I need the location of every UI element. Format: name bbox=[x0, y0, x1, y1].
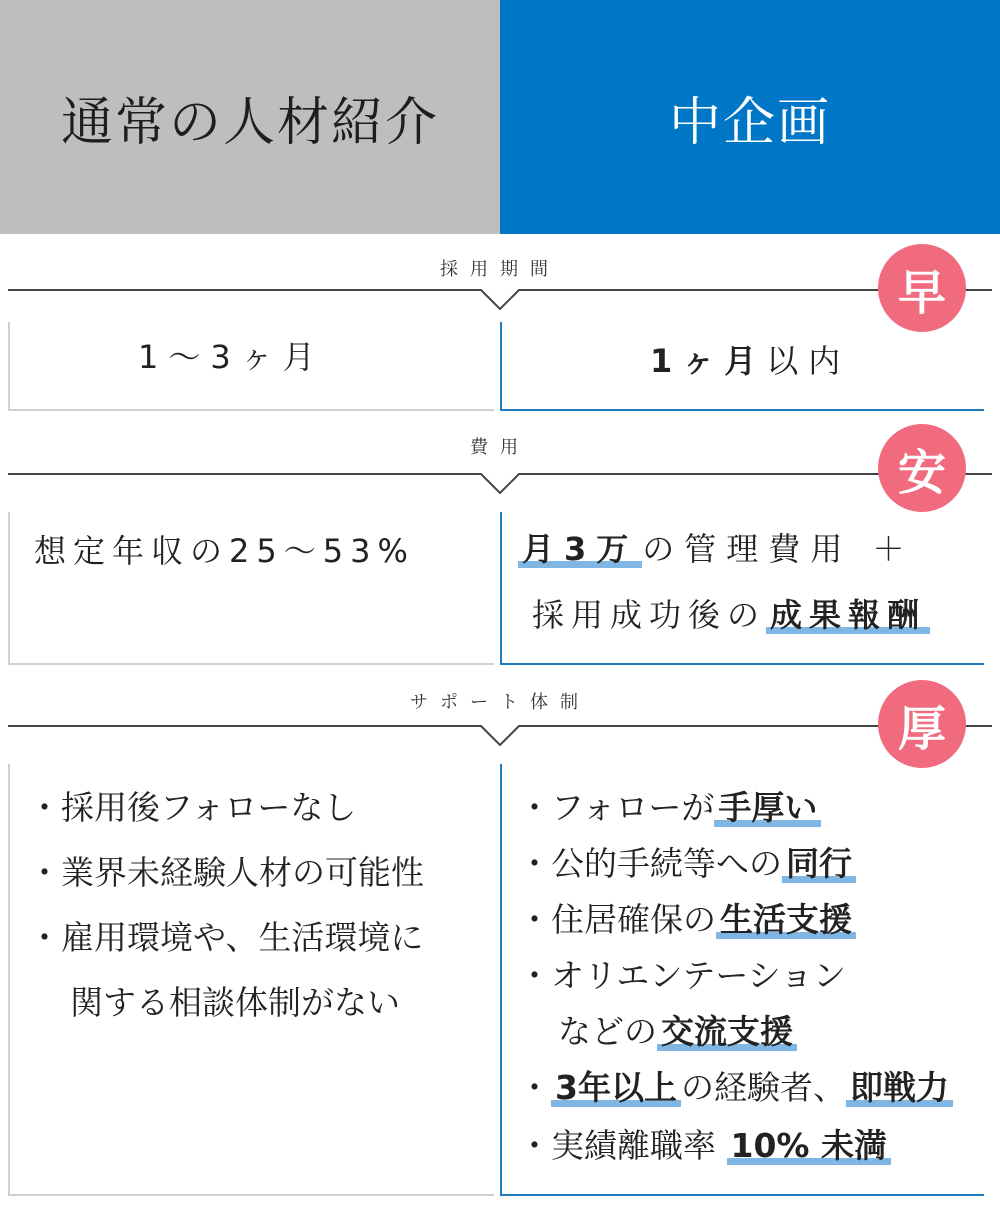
section-divider-period bbox=[8, 280, 992, 310]
support-item-text: ・実績離職率 bbox=[518, 1126, 727, 1165]
support-item-text: の経験者、 bbox=[680, 1068, 846, 1107]
badge-thick: 厚 bbox=[878, 680, 966, 768]
cost-right-line-1 bbox=[518, 524, 914, 570]
cost-left-value: 想定年収の25～53% bbox=[34, 532, 415, 570]
header-right bbox=[500, 0, 1000, 234]
support-left-item: ・業界未経験人材の可能性 bbox=[28, 853, 424, 892]
support-item-text: ・住居確保の bbox=[518, 900, 716, 939]
cost-right-line-2 bbox=[532, 590, 930, 636]
support-item-highlight: 同行 bbox=[782, 844, 856, 883]
support-item-highlight: 10% 未満 bbox=[727, 1126, 891, 1165]
section-label-cost: 費用 bbox=[470, 437, 530, 458]
support-item-highlight: 交流支援 bbox=[657, 1012, 797, 1051]
support-right-item bbox=[518, 838, 856, 885]
support-item-highlight: 生活支援 bbox=[716, 900, 856, 939]
badge-cheap: 安 bbox=[878, 424, 966, 512]
support-right-item bbox=[518, 1120, 891, 1167]
support-right-item bbox=[518, 1062, 953, 1109]
badge-fast: 早 bbox=[878, 244, 966, 332]
support-item-text: ・ bbox=[518, 1068, 551, 1107]
support-item-text: ・公的手続等への bbox=[518, 844, 782, 883]
cost-monthly-fee: 月3万 bbox=[518, 530, 642, 568]
cost-right-line-2-pre: 採用成功後の bbox=[532, 596, 767, 634]
support-item-highlight: 即戦力 bbox=[846, 1068, 953, 1107]
period-right-bold: 1ヶ月 bbox=[650, 342, 767, 380]
period-right-rest: 以内 bbox=[766, 342, 851, 380]
support-right-item bbox=[518, 894, 856, 941]
support-left-item: ・採用後フォローなし bbox=[28, 788, 357, 827]
support-item-text: などの bbox=[558, 1012, 657, 1051]
header-left-title: 通常の人材紹介 bbox=[60, 92, 439, 153]
section-label-support: サポート体制 bbox=[410, 692, 590, 713]
support-left-item: 関する相談体制がない bbox=[70, 983, 400, 1022]
support-item-text: ・オリエンテーション bbox=[518, 956, 847, 995]
support-left-item: ・雇用環境や、生活環境に bbox=[28, 918, 424, 957]
support-right-item bbox=[558, 1006, 797, 1053]
cost-right-line-1-rest: の管理費用 ＋ bbox=[642, 530, 915, 568]
support-item-text: ・フォローが bbox=[518, 788, 715, 827]
section-divider-support bbox=[8, 716, 992, 746]
period-left-value: 1～3ヶ月 bbox=[138, 338, 325, 376]
cost-success-fee: 成果報酬 bbox=[766, 596, 930, 634]
support-right-item bbox=[518, 782, 821, 829]
section-label-period: 採用期間 bbox=[440, 259, 560, 280]
support-item-highlight: 手厚い bbox=[714, 788, 821, 827]
header-right-title: 中企画 bbox=[668, 92, 831, 153]
section-divider-cost bbox=[8, 464, 992, 494]
period-right-value bbox=[650, 336, 850, 382]
header-left bbox=[0, 0, 500, 234]
support-right-item bbox=[518, 950, 846, 997]
support-item-highlight: 3年以上 bbox=[551, 1068, 681, 1107]
